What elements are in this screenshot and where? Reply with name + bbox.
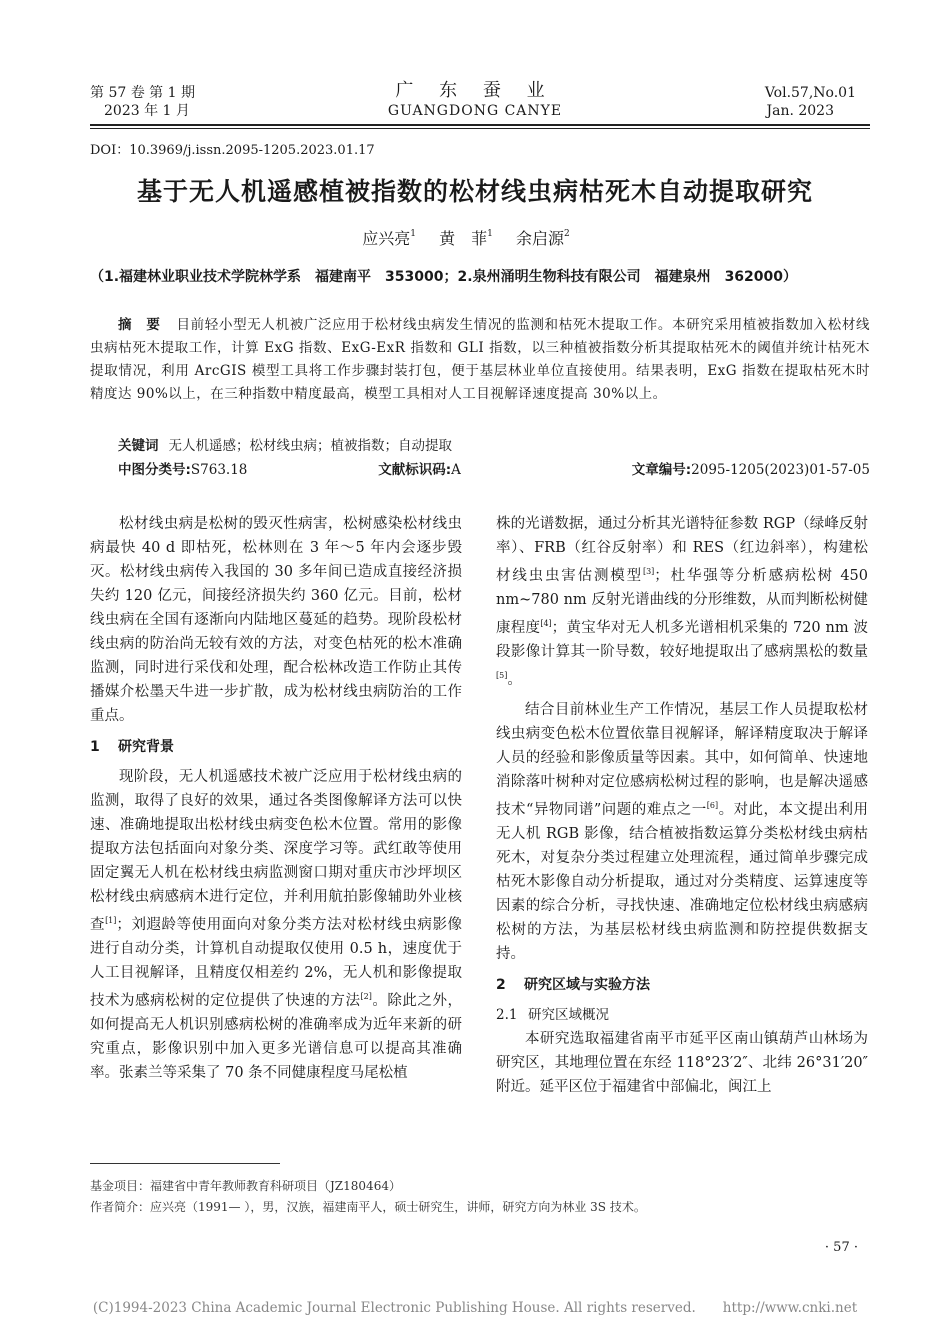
header-rule-thick <box>90 124 870 126</box>
section-heading-2: 2 研究区域与实验方法 <box>496 977 650 993</box>
body-paragraph: 松材线虫病是松树的毁灭性病害，松树感染松材线虫病最快 40 d 即枯死，松林则在 3 年～5 年内会逐步毁灭。松材线虫病传入我国的 30 多年间已造成直接经济损失约 120 亿元，间接经济损失约 360 亿元。目前，松材线虫病在全国有逐渐向内陆地区蔓延的趋势。现阶段松材线虫病的防治尚无较有效的方法，对变色枯死的松木准确监测，同时进行采伐和处理，配合松林改造工作防止其传播媒介松墨天牛进一步扩散，成为松材线虫病防治的工作重点。 <box>90 516 462 724</box>
doi[interactable]: DOI：10.3969/j.issn.2095-1205.2023.01.17 <box>90 143 375 158</box>
citation-ref[interactable]: [5] <box>496 671 508 680</box>
body-paragraph: 现阶段，无人机遥感技术被广泛应用于松材线虫病的监测，取得了良好的效果，通过各类图像解译方法可以快速、准确地提取出松材线虫病变色松木位置。常用的影像提取方法包括面向对象分类、深度学习等。武红敢等使用固定翼无人机在松材线虫病监测窗口期对重庆市沙坪坝区松材线虫病感病木进行定位，并利用航拍影像辅助外业核查[1]；刘遐龄等使用面向对象分类方法对松材线虫病影像进行自动分类，计算机自动提取仅使用 0.5 h，速度优于人工目视解译，且精度仅相差约 2%，无人机和影像提取技术为感病松树的定位提供了快速的方法[2]。除此之外，如何提高无人机识别感病松树的准确率成为近年来新的研究重点，影像识别中加入更多光谱信息可以提高其准确率。张素兰等采集了 70 条不同健康程度马尾松植 <box>90 769 463 1081</box>
author-name: 应兴亮 <box>362 229 411 248</box>
body-paragraph: 株的光谱数据，通过分析其光谱特征参数 RGP（绿峰反射率）、FRB（红谷反射率）和 RES（红边斜率），构建松材线虫虫害估测模型[3]；杜华强等分析感病松树 450 nm~780 nm 反射光谱曲线的分形维数，从而判断松树健康程度[4]；黄宝华对无人机多光谱相机采集的 720 nm 波段影像计算其一阶导数，较好地提取出了感病黑松的数量[5]。 <box>496 516 869 688</box>
author-name: 余启源 <box>515 229 564 248</box>
body-column-left <box>90 512 462 1085</box>
footnote-author: 作者简介：应兴亮（1991— ），男，汉族，福建南平人，硕士研究生，讲师，研究方向为林业 3S 技术。 <box>90 1200 646 1214</box>
citation-ref[interactable]: [2] <box>360 992 372 1001</box>
date-cn: 2023 年 1 月 <box>104 103 190 119</box>
abstract <box>90 314 870 406</box>
citation-ref[interactable]: [6] <box>706 801 719 810</box>
paper-title: 基于无人机遥感植被指数的松材线虫病枯死木自动提取研究 <box>136 177 813 206</box>
clc-number: 中图分类号:S763.18 <box>118 462 248 478</box>
body-paragraph: 结合目前林业生产工作情况，基层工作人员提取松材线虫病变色松木位置依靠目视解译，解译精度取决于解译人员的经验和影像质量等因素。其中，如何简单、快速地消除落叶树种对定位感病松树过程的影响，也是解决遥感技术“异物同谱”问题的难点之一[6]。对此，本文提出利用无人机 RGB 影像，结合植被指数运算分类松材线虫病枯死木，对复杂分类过程建立处理流程，通过简单步骤完成枯死木影像自动分析提取，通过对分类精度、运算速度等因素的综合分析，寻找快速、准确地定位松材线虫病感病松树的方法，为基层松材线虫病监测和防控提供数据支持。 <box>496 702 869 962</box>
journal-name-en: GUANGDONG CANYE <box>387 103 563 119</box>
abstract-text: 目前轻小型无人机被广泛应用于松材线虫病发生情况的监测和枯死木提取工作。本研究采用植被指数加入松材线虫病枯死木提取工作，计算 ExG 指数、ExG-ExR 指数和 GLI 指数，以三种植被指数分析其提取枯死木的阈值并统计枯死木提取情况，利用 ArcGIS 模型工具将工作步骤封装打包，便于基层林业单位直接使用。结果表明，ExG 指数在提取枯死木时精度达 90%以上，在三种指数中精度最高，模型工具相对人工目视解译速度提高 30%以上。 <box>90 317 871 402</box>
citation-ref[interactable]: [3] <box>642 567 655 576</box>
article-number: 文章编号:2095-1205(2023)01-57-05 <box>631 462 870 478</box>
author-name: 黄 菲 <box>439 229 488 248</box>
header-right <box>765 84 856 120</box>
page-number: · 57 · <box>824 1240 858 1255</box>
copyright-line: (C)1994-2023 China Academic Journal Electronic Publishing House. All rights reserved. http://www.cnki.net <box>92 1300 858 1316</box>
section-heading-1: 1 研究背景 <box>90 739 174 755</box>
document-code: 文献标识码:A <box>378 462 461 478</box>
keywords <box>118 434 452 454</box>
keywords-text: 无人机遥感；松材线虫病；植被指数；自动提取 <box>168 438 452 454</box>
header-rule-thin <box>90 128 870 129</box>
author-affil-mark: 2 <box>563 229 570 239</box>
subsection-heading-2-1: 2.1 研究区域概况 <box>496 1007 609 1023</box>
date-en: Jan. 2023 <box>766 103 834 119</box>
author-list <box>0 226 950 249</box>
author-affil-mark: 1 <box>410 229 417 239</box>
volume-cn: 第 57 卷 第 1 期 <box>90 85 195 101</box>
affiliations: （1.福建林业职业技术学院林学系 福建南平 353000；2.泉州涌明生物科技有限公司 福建泉州 362000） <box>90 269 798 285</box>
abstract-label: 摘 要 <box>118 317 161 333</box>
classification-row <box>118 458 870 478</box>
body-paragraph: 本研究选取福建省南平市延平区南山镇葫芦山林场为研究区，其地理位置在东经 118°23′2″、北纬 26°31′20″附近。延平区位于福建省中部偏北，闽江上 <box>496 1031 868 1095</box>
author-affil-mark: 1 <box>487 229 493 239</box>
volume-en: Vol.57,No.01 <box>764 85 856 101</box>
citation-ref[interactable]: [4] <box>540 619 552 628</box>
citation-ref[interactable]: [1] <box>105 916 117 925</box>
journal-name-cn: 广 东 蚕 业 <box>395 80 555 101</box>
footnote-fund: 基金项目：福建省中青年教师教育科研项目（JZ180464） <box>90 1179 401 1193</box>
body-column-right <box>496 512 868 1099</box>
keywords-label: 关键词 <box>118 438 159 454</box>
footnote-rule <box>90 1163 280 1164</box>
